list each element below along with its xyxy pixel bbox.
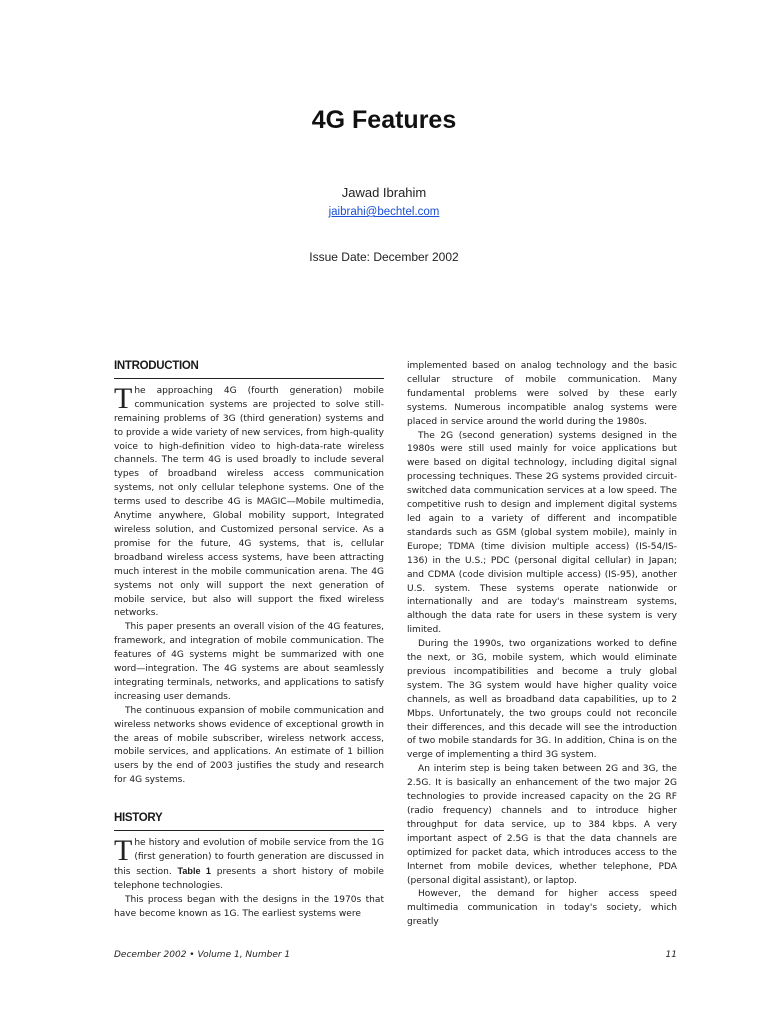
history-paragraph-1 bbox=[114, 834, 384, 894]
body-paragraph-3: During the 1990s, two organizations worked to define the next, or 3G, mobile system, which would eliminate previous incompatibilities and become a truly global system. The 3G system would have higher quality voice channels, as well as broadband data capabilities, up to 2 Mbps. Unfortunately, the two groups could not reconcile their differences, and this decade will see the introduction of two mobile standards for 3G. In addition, China is on the verge of implementing a third 3G system. bbox=[407, 639, 677, 761]
footer-issue-info: December 2002 • Volume 1, Number 1 bbox=[114, 950, 291, 960]
page-number: 11 bbox=[665, 950, 677, 960]
intro-paragraph-1 bbox=[114, 381, 384, 621]
history-heading: HISTORY bbox=[114, 808, 384, 831]
table-1-reference[interactable]: Table 1 bbox=[177, 865, 211, 876]
paper-title: 4G Features bbox=[311, 106, 457, 134]
intro-paragraph-3: The continuous expansion of mobile communication and wireless networks shows evidence of exceptional growth in the areas of mobile subscriber, wireless network access, mobile services, and applications. An estimate of 1 billion users by the end of 2003 justifies the study and research for 4G systems. bbox=[114, 705, 384, 786]
author-name: Jawad Ibrahim bbox=[341, 185, 427, 200]
history-paragraph-1-text: he history and evolution of mobile service from the 1G (first generation) to fourth generation are discussed in this section. bbox=[114, 838, 384, 877]
body-paragraph-4: An interim step is being taken between 2G and 3G, the 2.5G. It is basically an enhancement of the two major 2G technologies to provide increased capacity on the 2G RF (radio frequency) channels and to introduce higher throughput for data service, up to 384 kbps. A very important aspect of 2.5G is that the data channels are optimized for packet data, which introduces access to the Internet from mobile devices, whether telephone, PDA (personal digital assistant), or laptop. bbox=[407, 764, 677, 886]
intro-paragraph-1-text: he approaching 4G (fourth generation) mobile communication systems are projected to solve still-remaining problems of 3G (third generation) systems and to provide a wide variety of new services, from high-quality voice to high-definition video to high-data-rate wireless channels. The term 4G is used broadly to include several types of broadband wireless access communication systems, not only cellular telephone systems. One of the terms used to describe 4G is MAGIC—Mobile multimedia, Anytime anywhere, Global mobility support, Integrated wireless solution, and Customized personal service. As a promise for the future, 4G systems, that is, cellular broadband wireless access systems, have been attracting much interest in the mobile communication arena. The 4G systems not only will support the next generation of mobile service, but also will support the fixed wireless networks. bbox=[114, 385, 384, 619]
right-column bbox=[407, 360, 677, 930]
introduction-heading: INTRODUCTION bbox=[114, 356, 384, 379]
drop-cap: T bbox=[114, 834, 133, 868]
body-paragraph-5: However, the demand for higher access speed multimedia communication in today's society, which greatly bbox=[407, 889, 677, 928]
body-paragraph-2: The 2G (second generation) systems designed in the 1980s were still used mainly for voice applications but were based on digital technology, including digital signal processing techniques. These 2G systems provided circuit-switched data communication services at a low speed. The competitive rush to design and implement digital systems led again to a variety of different and incompatible standards such as GSM (global system mobile), mainly in Europe; TDMA (time division multiple access) (IS-54/IS-136) in the U.S.; PDC (personal digital cellular) in Japan; and CDMA (code division multiple access) (IS-95), another U.S. system. These systems operate nationwide or internationally and are today's mainstream systems, although the data rate for users in these system is very limited. bbox=[407, 430, 677, 636]
history-paragraph-1-text-end: presents a short history of mobile telephone technologies. bbox=[114, 866, 384, 891]
drop-cap: T bbox=[114, 381, 133, 415]
intro-paragraph-2: This paper presents an overall vision of the 4G features, framework, and integration of mobile communication. The features of 4G systems might be summarized with one word—integration. The 4G systems are about seamlessly integrating terminals, networks, and applications to satisfy increasing user demands. bbox=[114, 622, 384, 702]
history-paragraph-2: This process began with the designs in the 1970s that have become known as 1G. The earliest systems were bbox=[114, 894, 384, 919]
author-email-link[interactable]: jaibrahi@bechtel.com bbox=[328, 206, 440, 218]
left-column bbox=[114, 356, 384, 922]
issue-date: Issue Date: December 2002 bbox=[309, 250, 459, 264]
body-paragraph-1: implemented based on analog technology and the basic cellular structure of mobile communication. Many fundamental problems were solved by these early systems. Numerous incompatible analog systems were placed in service around the world during the 1980s. bbox=[407, 361, 677, 427]
